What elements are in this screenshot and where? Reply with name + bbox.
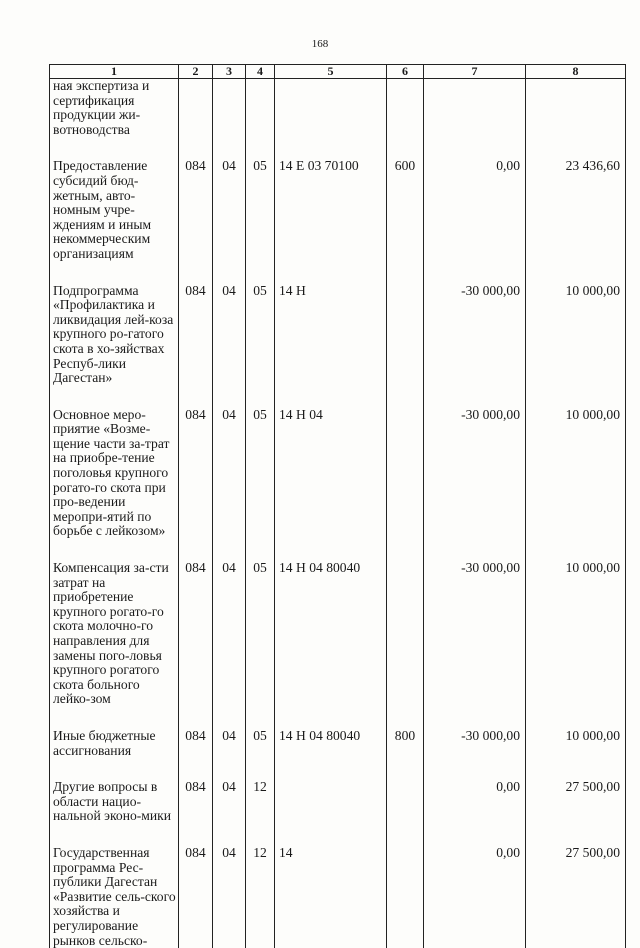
row-name: Иные бюджетные ассигнования	[50, 729, 179, 758]
cell-total-amount: 10 000,00	[526, 284, 626, 386]
cell-ministry-code: 084	[179, 846, 213, 948]
row-name: Компенсация за-сти затрат на приобретение крупного рогато-го скота молочно-го направления для замены пого-ловья крупного рогатого скота больного лейко-зом	[50, 561, 179, 707]
column-header: 8	[526, 65, 626, 79]
cell-section: 04	[213, 780, 246, 824]
cell-expense-type: 600	[387, 159, 424, 261]
cell-target-article: 14 Н 04 80040	[275, 729, 387, 758]
cell-target-article	[275, 79, 387, 138]
row-spacer	[50, 824, 626, 846]
cell-subsection: 05	[246, 159, 275, 261]
table-header-row	[50, 65, 626, 79]
row-spacer	[50, 758, 626, 780]
row-spacer	[50, 539, 626, 561]
cell-subsection: 05	[246, 284, 275, 386]
cell-section: 04	[213, 846, 246, 948]
cell-subsection: 05	[246, 408, 275, 539]
cell-target-article	[275, 780, 387, 824]
cell-expense-type	[387, 408, 424, 539]
row-spacer	[50, 707, 626, 729]
cell-change-amount: 0,00	[424, 159, 526, 261]
row-name: Другие вопросы в области нацио-нальной эконо-мики	[50, 780, 179, 824]
cell-target-article: 14 Н	[275, 284, 387, 386]
column-header: 4	[246, 65, 275, 79]
cell-expense-type: 800	[387, 729, 424, 758]
cell-expense-type	[387, 561, 424, 707]
row-name: ная экспертиза и сертификация продукции жи-вотноводства	[50, 79, 179, 138]
cell-subsection: 12	[246, 780, 275, 824]
column-header: 3	[213, 65, 246, 79]
cell-ministry-code: 084	[179, 729, 213, 758]
cell-change-amount: -30 000,00	[424, 561, 526, 707]
column-header: 2	[179, 65, 213, 79]
cell-subsection: 12	[246, 846, 275, 948]
cell-ministry-code	[179, 79, 213, 138]
row-name: Подпрограмма «Профилактика и ликвидация лей-коза крупного ро-гатого скота в хо-зяйствах Респуб-лики Дагестан»	[50, 284, 179, 386]
cell-target-article: 14 Е 03 70100	[275, 159, 387, 261]
cell-section: 04	[213, 729, 246, 758]
row-name: Предоставление субсидий бюд-жетным, авто-номным учре-ждениям и иным некоммерческим организациям	[50, 159, 179, 261]
cell-section: 04	[213, 408, 246, 539]
cell-total-amount: 27 500,00	[526, 780, 626, 824]
table-row	[50, 780, 626, 824]
cell-subsection: 05	[246, 561, 275, 707]
cell-subsection: 05	[246, 729, 275, 758]
table-row	[50, 729, 626, 758]
budget-table	[49, 64, 626, 948]
cell-change-amount: -30 000,00	[424, 729, 526, 758]
cell-ministry-code: 084	[179, 561, 213, 707]
row-name: Основное меро-приятие «Возме-щение части за-трат на приобре-тение поголовья крупного рогато-го скота при про-ведении меропри-ятий по борьбе с лейкозом»	[50, 408, 179, 539]
cell-expense-type	[387, 284, 424, 386]
cell-total-amount	[526, 79, 626, 138]
table-row	[50, 561, 626, 707]
cell-section: 04	[213, 159, 246, 261]
cell-section	[213, 79, 246, 138]
cell-ministry-code: 084	[179, 408, 213, 539]
cell-change-amount: -30 000,00	[424, 284, 526, 386]
cell-subsection	[246, 79, 275, 138]
column-header: 6	[387, 65, 424, 79]
column-header: 5	[275, 65, 387, 79]
cell-target-article: 14 Н 04 80040	[275, 561, 387, 707]
cell-ministry-code: 084	[179, 780, 213, 824]
cell-section: 04	[213, 284, 246, 386]
table-row	[50, 159, 626, 261]
table-row	[50, 79, 626, 138]
cell-ministry-code: 084	[179, 159, 213, 261]
cell-change-amount: -30 000,00	[424, 408, 526, 539]
column-header: 1	[50, 65, 179, 79]
table-row	[50, 284, 626, 386]
cell-change-amount: 0,00	[424, 846, 526, 948]
cell-target-article: 14 Н 04	[275, 408, 387, 539]
cell-expense-type	[387, 846, 424, 948]
cell-total-amount: 10 000,00	[526, 408, 626, 539]
table-row	[50, 846, 626, 948]
cell-total-amount: 23 436,60	[526, 159, 626, 261]
cell-change-amount	[424, 79, 526, 138]
cell-expense-type	[387, 780, 424, 824]
cell-total-amount: 10 000,00	[526, 561, 626, 707]
page-number: 168	[311, 38, 329, 50]
row-name: Государственная программа Рес-публики Дагестан «Развитие сель-ского хозяйства и регулирование рынков сельско-	[50, 846, 179, 948]
cell-change-amount: 0,00	[424, 780, 526, 824]
cell-expense-type	[387, 79, 424, 138]
table-row	[50, 408, 626, 539]
row-spacer	[50, 262, 626, 284]
column-header: 7	[424, 65, 526, 79]
cell-target-article: 14	[275, 846, 387, 948]
cell-total-amount: 10 000,00	[526, 729, 626, 758]
cell-total-amount: 27 500,00	[526, 846, 626, 948]
cell-ministry-code: 084	[179, 284, 213, 386]
row-spacer	[50, 386, 626, 408]
cell-section: 04	[213, 561, 246, 707]
row-spacer	[50, 137, 626, 159]
